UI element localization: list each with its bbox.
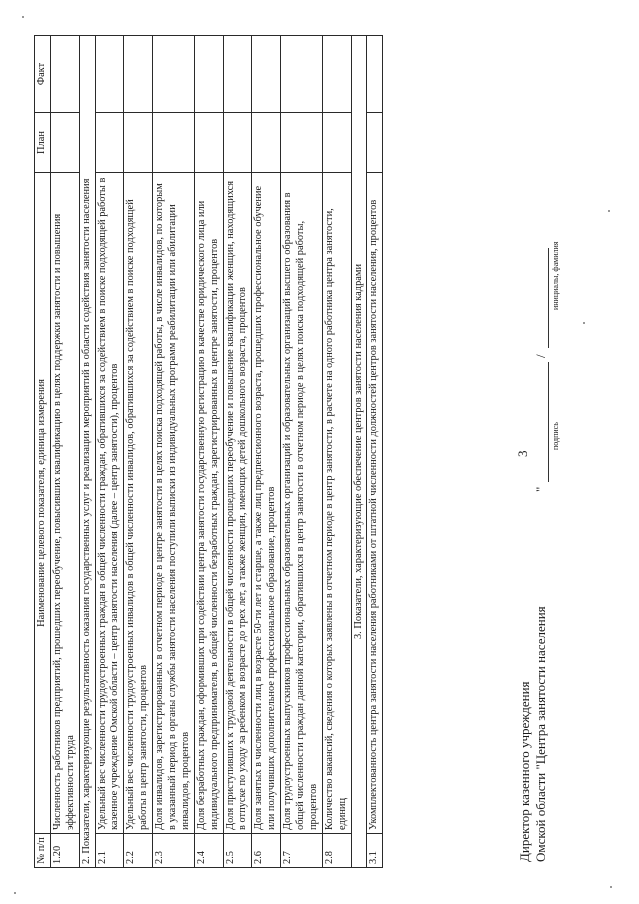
scan-speck [583, 322, 585, 324]
header-plan: План [35, 113, 51, 173]
indicator-name: Доля занятых в численности лиц в возрасте 50-ти лет и старше, а также лиц предпенсионного возраста, прошедших профессиональное обучение или получивших дополнительное профессиональное образование, процентов [252, 173, 281, 834]
signature-line [548, 362, 549, 482]
signature-block [518, 22, 618, 862]
initials-caption: инициалы, фамилия [551, 241, 560, 310]
table-row [95, 36, 124, 868]
table-row [322, 36, 351, 868]
fact-value [194, 36, 223, 113]
plan-value [223, 113, 252, 173]
row-number: 2.3 [153, 834, 195, 868]
header-fact: Факт [35, 36, 51, 113]
plan-value [367, 113, 383, 173]
section-row [351, 36, 367, 868]
indicator-name: Удельный вес численности трудоустроенных граждан в общей численности граждан, обратившихся за содействием в поиске подходящей работы в казенное учреждение Омской области – центр занятости населения (далее – центр занятости), процентов [95, 173, 124, 834]
plan-value [95, 113, 124, 173]
fact-value [252, 36, 281, 113]
table-row [153, 36, 195, 868]
plan-value [322, 113, 351, 173]
table-row [252, 36, 281, 868]
indicator-name: Укомплектованность центра занятости населения работниками от штатной численности должностей центров занятости населения, процентов [367, 173, 383, 834]
table-row [50, 36, 79, 868]
plan-value [124, 113, 153, 173]
header-num: № п/п [35, 834, 51, 868]
director-title: Директор казенного учреждения [517, 681, 532, 862]
fact-value [50, 36, 79, 113]
row-number: 3.1 [367, 834, 383, 868]
organization-name: Омской области "Центра занятости населения [533, 606, 548, 862]
section-title: 3. Показатели, характеризующие обеспечение центров занятости населения кадрами [351, 36, 367, 868]
fact-value [281, 36, 323, 113]
signature-caption: подпись [551, 422, 560, 450]
scan-speck [22, 16, 24, 18]
row-number: 2.8 [322, 834, 351, 868]
separator-slash: / [533, 354, 548, 358]
closing-quote: " [533, 486, 548, 492]
indicator-name: Количество вакансий, сведения о которых заявлены в отчетном периоде в центр занятости, в расчете на одного работника центра занятости, единиц [322, 173, 351, 834]
row-number: 1.20 [50, 834, 79, 868]
indicator-name: Численность работников предприятий, прошедших переобучение, повысивших квалификацию в целях поддержки занятости и повышения эффективности труда [50, 173, 79, 834]
table-header-row [35, 36, 51, 868]
indicators-table [34, 35, 383, 868]
indicator-name: Удельный вес численности трудоустроенных инвалидов в общей численности инвалидов, обратившихся за содействием в поиске подходящей работы в центр занятости, процентов [124, 173, 153, 834]
table-row [124, 36, 153, 868]
table-body [50, 36, 382, 868]
plan-value [194, 113, 223, 173]
fact-value [153, 36, 195, 113]
row-number: 2.1 [95, 834, 124, 868]
fact-value [223, 36, 252, 113]
row-number: 2.6 [252, 834, 281, 868]
table-row [223, 36, 252, 868]
fact-value [322, 36, 351, 113]
scan-speck [14, 892, 16, 894]
table-row [281, 36, 323, 868]
scan-speck [610, 886, 612, 888]
fact-value [367, 36, 383, 113]
table-row [367, 36, 383, 868]
scan-speck [608, 210, 610, 212]
fact-value [95, 36, 124, 113]
row-number: 2.5 [223, 834, 252, 868]
plan-value [50, 113, 79, 173]
row-number: 2.7 [281, 834, 323, 868]
page-number: 3 [515, 450, 530, 457]
fact-value [124, 36, 153, 113]
section-title: 2. Показатели, характеризующие результативность оказания государственных услуг и реализации мероприятий в области содействия занятости населения [79, 36, 95, 868]
plan-value [252, 113, 281, 173]
indicator-name: Доля трудоустроенных выпускников профессиональных образовательных организаций и образовательных организаций высшего образования в общей численности граждан данной категории, обратившихся в центр занятости в отчетном периоде в целях поиска подходящей работы, процентов [281, 173, 323, 834]
row-number: 2.4 [194, 834, 223, 868]
indicator-name: Доля инвалидов, зарегистрированных в отчетном периоде в центре занятости в целях поиска подходящей работы, в числе инвалидов, по которым в указанный период в органы службы занятости населения поступили выписки из индивидуальных программ реабилитации или абилитации инвалидов, процентов [153, 173, 195, 834]
table-row [194, 36, 223, 868]
section-row [79, 36, 95, 868]
header-name: Наименование целевого показателя, единица измерения [35, 173, 51, 834]
row-number: 2.2 [124, 834, 153, 868]
plan-value [153, 113, 195, 173]
indicator-name: Доля безработных граждан, оформивших при содействии центра занятости государственную регистрацию в качестве юридического лица или индивидуального предпринимателя, в общей численности безработных граждан, зарегистрированных в центре занятости, процентов [194, 173, 223, 834]
plan-value [281, 113, 323, 173]
indicator-name: Доля приступивших к трудовой деятельности в общей численности прошедших переобучение и повышение квалификации женщин, находящихся в отпуске по уходу за ребенком в возрасте до трех лет, а также женщин, имеющих детей дошкольного возраста, процентов [223, 173, 252, 834]
initials-line [548, 248, 549, 348]
